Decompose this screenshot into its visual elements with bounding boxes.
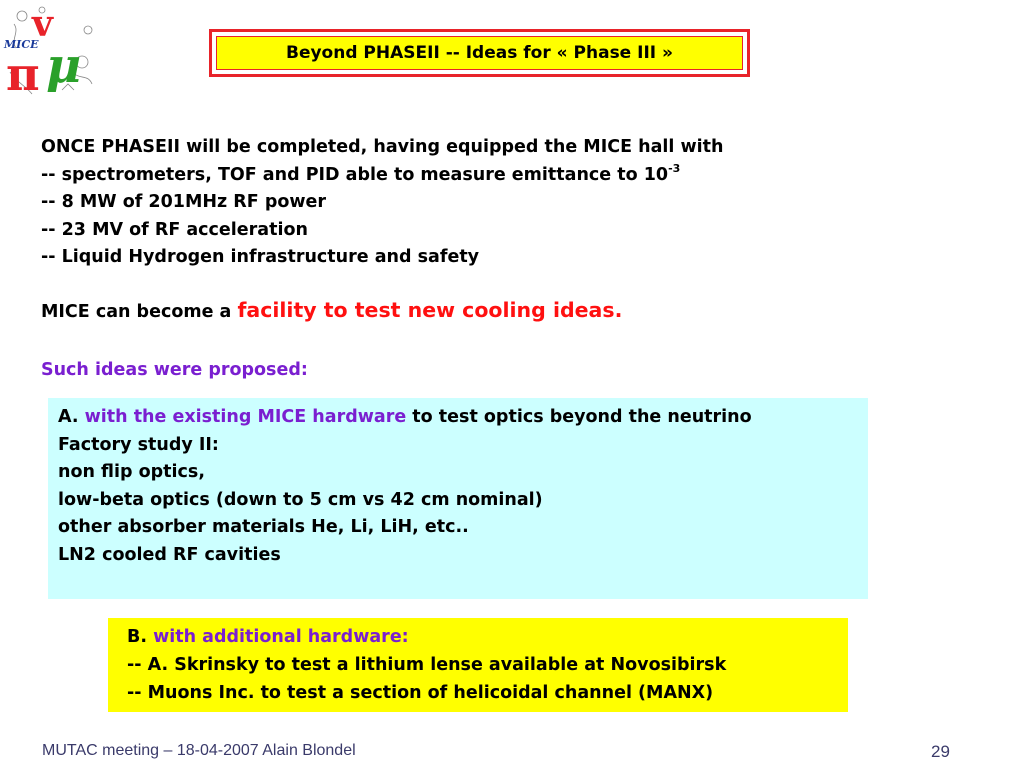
facility-statement [41,298,622,322]
svg-text:MICE: MICE [4,38,39,51]
section-a-box [48,398,868,599]
intro-line-4: -- 23 MV of RF acceleration [41,219,308,240]
slide-title: Beyond PHASEII -- Ideas for « Phase III » [216,36,743,70]
facility-highlight: facility to test new cooling ideas. [237,298,623,322]
svg-text:μ: μ [46,38,82,94]
section-b-line-2: -- A. Skrinsky to test a lithium lense available at Novosibirsk [127,655,727,675]
section-b-box [108,618,848,712]
intro-line-2-text: -- spectrometers, TOF and PID able to measure emittance to 10 [41,164,669,185]
intro-line-5: -- Liquid Hydrogen infrastructure and safety [41,247,480,267]
intro-line-1: ONCE PHASEII will be completed, having equipped the MICE hall with [41,137,724,157]
svg-text:π: π [6,47,40,98]
section-a-line-6: LN2 cooled RF cavities [58,544,281,565]
page-number: 29 [931,742,950,761]
section-b-highlight: with additional hardware: [153,627,409,647]
title-box [209,29,750,77]
facility-prefix: MICE can become a [41,302,238,322]
section-a-line-2: Factory study II: [58,434,219,455]
intro-line-2 [41,162,723,190]
section-b-letter: B. [127,627,154,647]
section-a-line-5: other absorber materials He, Li, LiH, etc.. [58,517,469,537]
section-a-letter: A. [58,407,85,427]
section-a-rest: to test optics beyond the neutrino [406,407,752,427]
section-b-line-3: -- Muons Inc. to test a section of helicoidal channel (MANX) [127,683,714,703]
svg-text:v: v [32,3,53,45]
intro-line-3: -- 8 MW of 201MHz RF power [41,192,327,212]
mice-logo [2,2,98,98]
proposed-heading: Such ideas were proposed: [41,360,308,380]
section-a-highlight: with the existing MICE hardware [84,407,407,427]
section-a-line-3: non flip optics, [58,462,205,482]
footer-meeting-info: MUTAC meeting – 18-04-2007 Alain Blondel [42,742,356,759]
intro-text [41,134,723,272]
section-a-line-4: low-beta optics (down to 5 cm vs 42 cm nominal) [58,489,543,510]
section-b-line-1 [127,623,848,651]
section-a-line-1 [58,404,868,432]
exponent: -3 [668,161,681,175]
